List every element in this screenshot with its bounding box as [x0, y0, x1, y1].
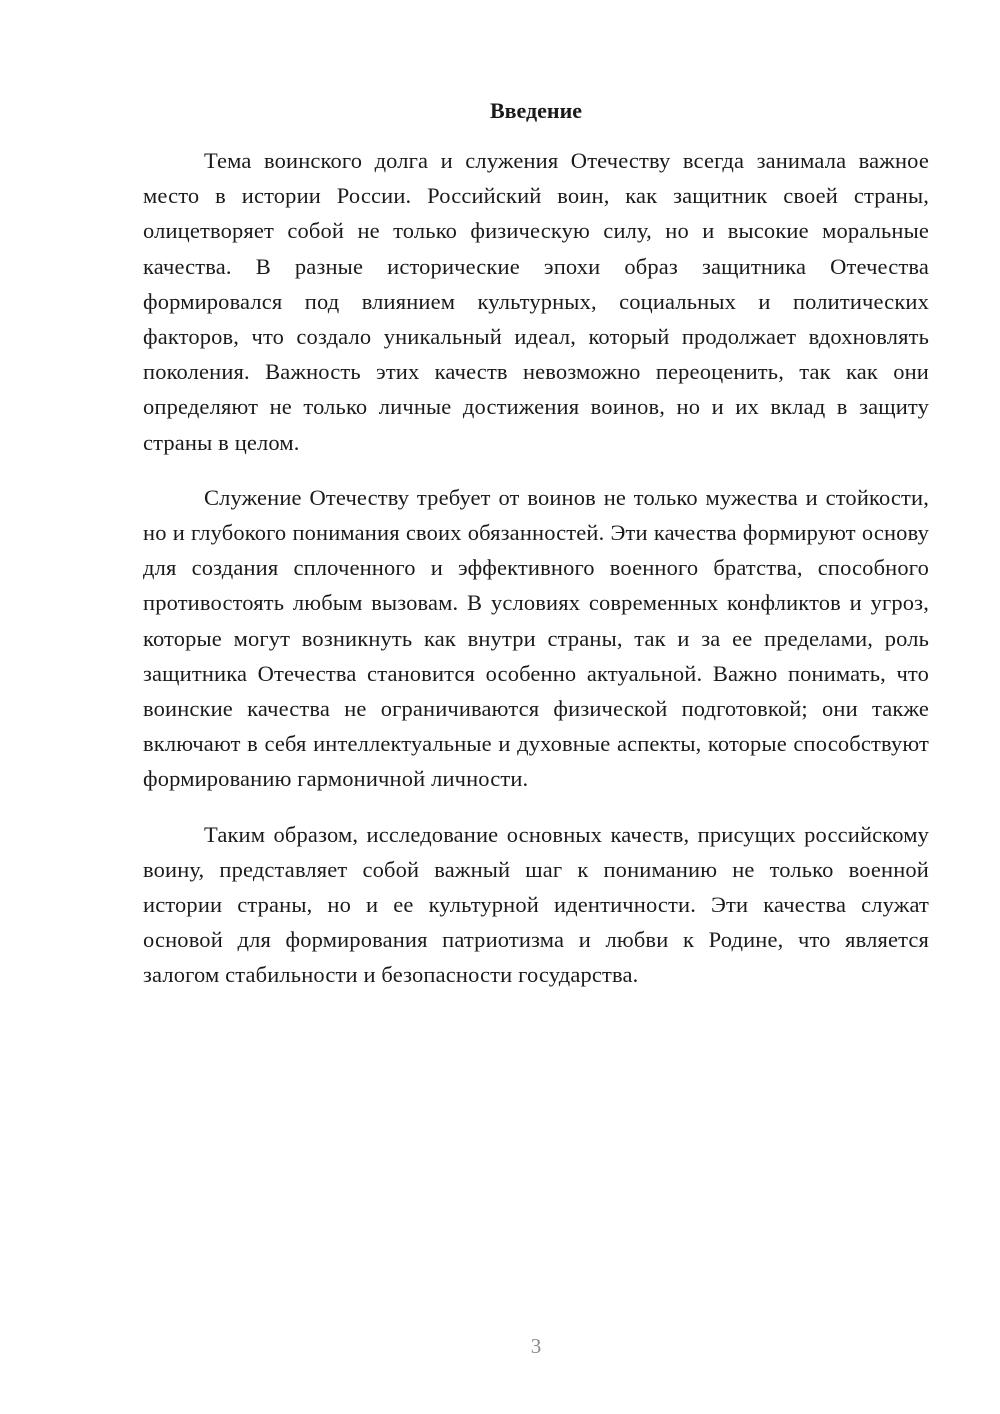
paragraph-2: Служение Отечеству требует от воинов не только мужества и стойкости, но и глубокого понимания своих обязанностей. Эти качества формируют основу для создания сплоченного и эффективного военного братства, способного противостоять любым вызовам. В условиях современных конфликтов и угроз, которые могут возникнуть как внутри страны, так и за ее пределами, роль защитника Отечества становится особенно актуальной. Важно понимать, что воинские качества не ограничиваются физической подготовкой; они также включают в себя интеллектуальные и духовные аспекты, которые способствуют формированию гармоничной личности. — [143, 484, 929, 792]
paragraph-1: Тема воинского долга и служения Отечеству всегда занимала важное место в истории России. Российский воин, как защитник своей страны, олицетворяет собой не только физическую силу, но и высокие моральные качества. В разные исторические эпохи образ защитника Отечества формировался под влиянием культурных, социальных и политических факторов, что создало уникальный идеал, который продолжает вдохновлять поколения. Важность этих качеств невозможно переоценить, так как они определяют не только личные достижения воинов, но и их вклад в защиту страны в целом. — [143, 148, 929, 455]
body-text — [143, 143, 929, 1013]
section-heading: Введение — [489, 98, 583, 123]
page-number: 3 — [530, 1334, 542, 1358]
paragraph-3: Таким образом, исследование основных качеств, присущих российскому воину, представляет собой важный шаг к пониманию не только военной истории страны, но и ее культурной идентичности. Эти качества служат основой для формирования патриотизма и любви к Родине, что является залогом стабильности и безопасности государства. — [143, 821, 929, 988]
